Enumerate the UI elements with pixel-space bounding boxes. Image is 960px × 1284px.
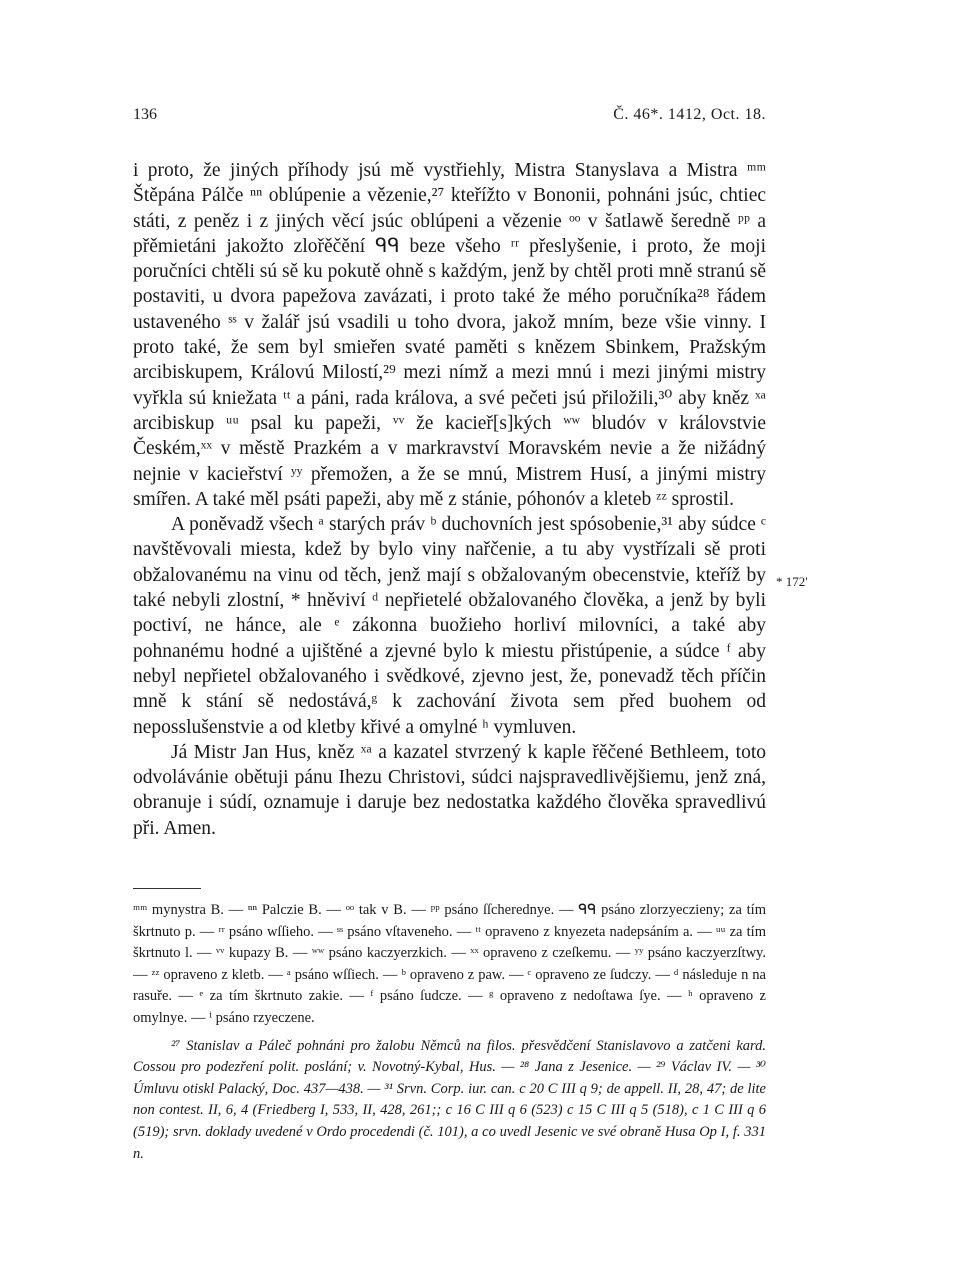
paragraph: i proto, že jiných příhody jsú mě vystřiehly, Mistra Stanyslava a Mistra ᵐᵐ Štěpána Pálče ⁿⁿ oblúpenie a vězenie,²⁷ kteřížto v Bononii, pohnáni jsúc, chtiec státi, z peněz i z jiných věcí jsúc oblúpeni a vězenie ᵒᵒ v šatlawě šeredně ᵖᵖ a přěmietáni jakožto zlořěčění ᑫᑫ beze všeho ʳʳ přeslyšenie, i proto, že moji poručníci chtěli sú sě ku pokutě ohně s každým, jenž by chtěl proti mně stranú sě postaviti, u dvora papežova zavázati, i proto také že mého poručníka²⁸ řádem ustaveného ˢˢ v žalář jsú vsadili u toho dvora, jakož mním, beze všie vinny. I proto také, že sem byl smieřen svaté paměti s knězem Sbinkem, Pražským arcibiskupem, Královú Milostí,²⁹ mezi nímž a mezi mnú i mezi jinými mistry vyřkla sú kniežata ᵗᵗ a páni, rada králova, a své pečeti jsú přiložili,³⁰ aby kněz ˣᵃ arcibiskup ᵘᵘ psal ku papeži, ᵛᵛ že kacieř[s]kých ʷʷ bludóv v královstvie Českém,ˣˣ v městě Prazkém a v markravství Moravském nevie a že nižádný nejnie v kacieřství ʸʸ přemožen, a že se mnú, Mistrem Husí, a jinými mistry smířen. A také měl psáti papeži, aby mě z stánie, póhonóv a kleteb ᶻᶻ sprostil. xyxy=(133,160,766,510)
margin-note: * 172' xyxy=(776,574,808,589)
running-head: Č. 46*. 1412, Oct. 18. xyxy=(613,106,766,123)
historical-notes: ²⁷ Stanislav a Páleč pohnáni pro žalobu Němců na filos. přesvědčení Stanislavovo a zatčeni kard. Cossou pro podezření polit. poslání; v. Novotný-Kybal, Hus. — ²⁸ Jana z Jesenice. — ²⁹ Václav IV. — ³⁰ Úmluvu otiskl Palacký, Doc. 437—438. — ³¹ Srvn. Corp. iur. can. c 20 C III q 9; de appell. II, 28, 47; de lite non contest. II, 6, 4 (Friedberg I, 533, II, 428, 261;; c 16 C III q 6 (523) c 15 C III q 5 (518), c 1 C III q 6 (519); srvn. doklady uvedené v Ordo procedendi (č. 101), a co uvedl Jesenic ve své obraně Husa Op I, f. 331 n. xyxy=(133,1037,766,1162)
paragraph: Já Mistr Jan Hus, kněz ˣᵃ a kazatel stvrzený k kaple řěčené Bethleem, toto odvolávánie obětuji pánu Ihezu Christovi, súdci najspravedlivějšiemu, jenž zná, obranuje i súdí, oznamuje i daruje bez nedostatka každého člověka spravedlivú při. Amen. xyxy=(133,741,766,839)
paragraph: A poněvadž všech ᵃ starých práv ᵇ duchovních jest spósobenie,³¹ aby súdce ᶜ navštěvovali miesta, kdež by bylo viny nařčenie, a tu aby vystřízali sě proti obžalovanému na vinu od těch, jenž mají s obžalovaným obecenstvie, kteříž by také nebyli zlostní, * hněviví ᵈ nepřietelé obžalovaného člověka, a jenž by byli poctiví, ne hánce, ale ᵉ zákonna buožieho horliví milovníci, a také aby pohnanému hodné a ujištěné a zjevné bylo k miestu přistúpenie, a súdce ᶠ aby nebyl nepřietel obžalovaného i svědkové, zjevno jest, že, ponevadž těch příčin mně k stání sě nedostává,ᵍ k zachování života sem před buohem od neposslušenstvie a od kletby křivé a omylné ʰ vymluven. xyxy=(133,514,766,738)
footnote-rule xyxy=(133,888,201,889)
page-header xyxy=(133,106,766,130)
page-number: 136 xyxy=(133,106,157,123)
textual-notes: ᵐᵐ mynystra B. — ⁿⁿ Palczie B. — ᵒᵒ tak v B. — ᵖᵖ psáno ſſcherednye. — ᑫᑫ psáno zlorzyeczieny; za tím škrtnuto p. — ʳʳ psáno wſſieho. — ˢˢ psáno vſtaveneho. — ᵗᵗ opraveno z knyezeta nadepsáním a. — ᵘᵘ za tím škrtnuto l. — ᵛᵛ kupazy B. — ʷʷ psáno kaczyerzkich. — ˣˣ opraveno z czeſkemu. — ʸʸ psáno kaczyerzſtwy. — ᶻᶻ opraveno z kletb. — ᵃ psáno wſſiech. — ᵇ opraveno z paw. — ᶜ opraveno ze ſudczy. — ᵈ následuje n na rasuře. — ᵉ za tím škrtnuto zakie. — ᶠ psáno ſudcze. — ᵍ opraveno z nedoſtawa ſye. — ʰ opraveno z omylnye. — ⁱ psáno rzyeczene. xyxy=(133,902,766,1026)
footnotes xyxy=(133,900,766,1165)
main-text xyxy=(133,158,766,841)
